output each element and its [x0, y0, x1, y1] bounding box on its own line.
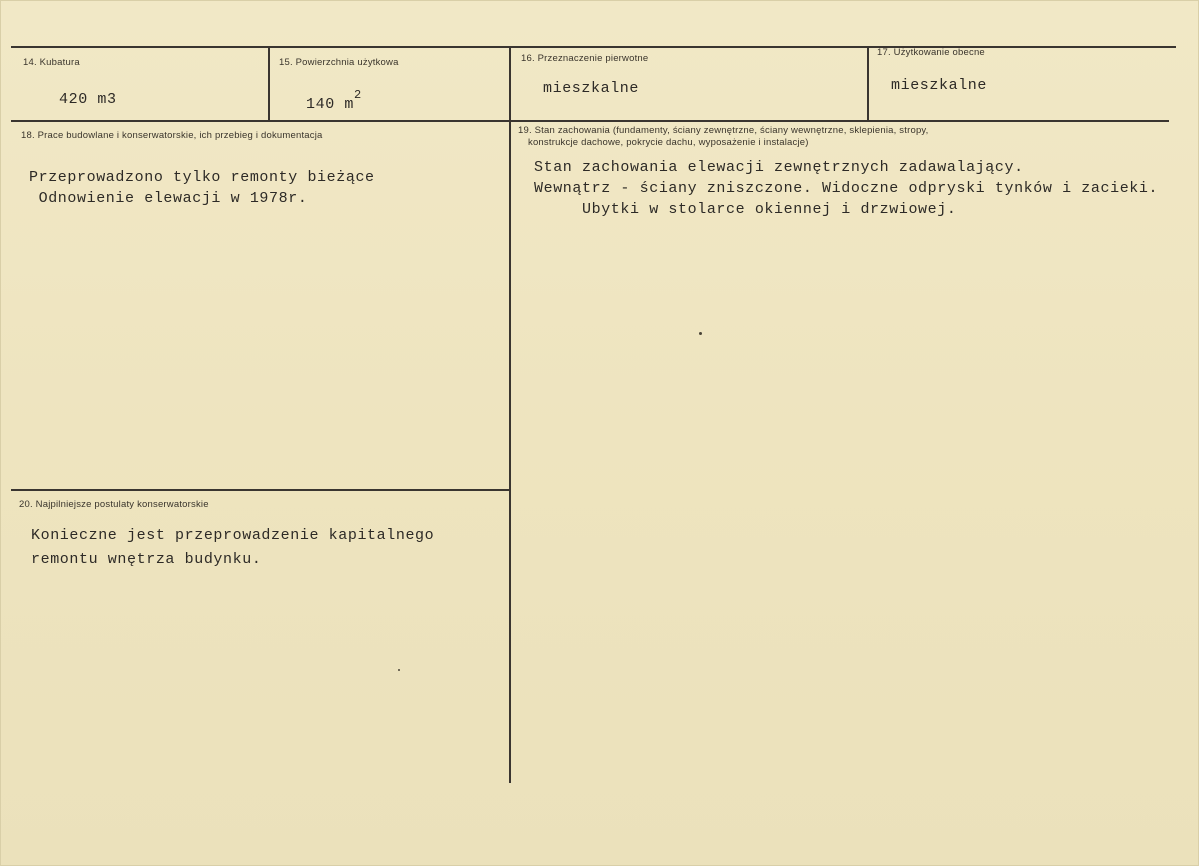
- field-19-label-line-2: konstrukcje dachowe, pokrycie dachu, wyposażenie i instalacje): [528, 137, 809, 148]
- divider-14-15: [268, 47, 270, 121]
- header-row-rule: [11, 120, 1169, 122]
- section-18-20-divider: [11, 489, 509, 491]
- paper-speck: [398, 669, 400, 671]
- field-16-label: 16. Przeznaczenie pierwotne: [521, 53, 649, 64]
- divider-16-17: [867, 47, 869, 121]
- field-18-label: 18. Prace budowlane i konserwatorskie, ich przebieg i dokumentacja: [21, 130, 323, 141]
- field-18-line-1: Przeprowadzono tylko remonty bieżące: [29, 169, 375, 186]
- field-18-line-2: Odnowienie elewacji w 1978r.: [29, 190, 308, 207]
- top-rule: [11, 46, 1176, 48]
- field-19-line-3: Ubytki w stolarce okiennej i drzwiowej.: [534, 201, 957, 218]
- field-15-value: [306, 89, 362, 115]
- field-16-value: mieszkalne: [543, 80, 640, 97]
- field-14-label: 14. Kubatura: [23, 57, 80, 68]
- field-19-line-1: Stan zachowania elewacji zewnętrznych zadawalający.: [534, 159, 1024, 176]
- field-20-line-1: Konieczne jest przeprowadzenie kapitalnego: [31, 527, 435, 544]
- field-19-line-2: Wewnątrz - ściany zniszczone. Widoczne odpryski tynków i zacieki.: [534, 180, 1159, 197]
- field-14-value: 420 m3: [59, 91, 117, 108]
- field-15-label: 15. Powierzchnia użytkowa: [279, 57, 399, 68]
- field-19-label-line-1: 19. Stan zachowania (fundamenty, ściany zewnętrzne, ściany wewnętrzne, sklepienia, stropy,: [518, 125, 929, 136]
- field-20-line-2: remontu wnętrza budynku.: [31, 551, 262, 568]
- divider-15-16: [509, 47, 511, 783]
- paper-speck: [699, 332, 702, 335]
- field-17-value: mieszkalne: [891, 77, 988, 94]
- field-17-label: 17. Użytkowanie obecne: [877, 47, 985, 58]
- field-15-superscript: 2: [354, 88, 362, 102]
- field-15-number: 140 m: [306, 96, 355, 113]
- field-20-label: 20. Najpilniejsze postulaty konserwatorskie: [19, 499, 209, 510]
